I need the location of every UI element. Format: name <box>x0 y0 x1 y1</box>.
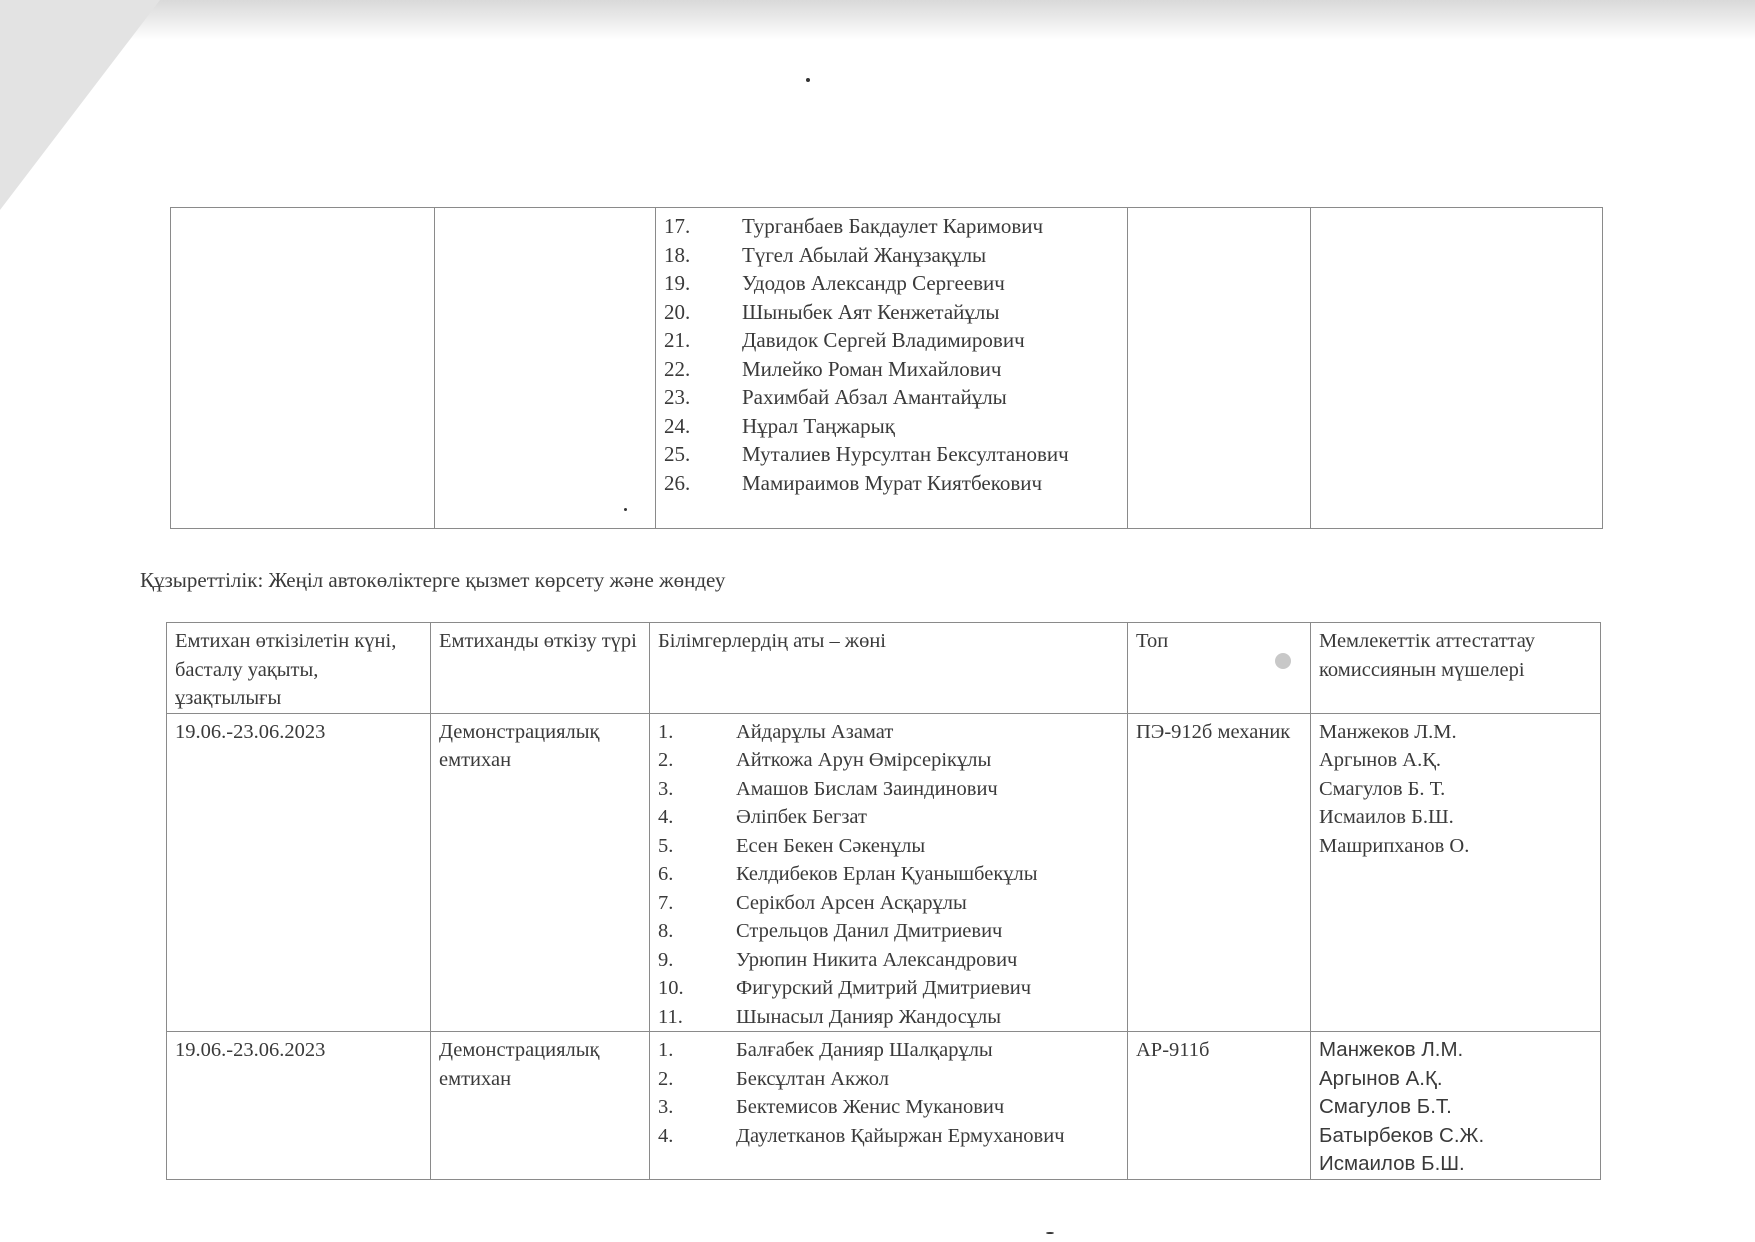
students-cell <box>650 1032 1128 1180</box>
list-number: 4. <box>658 1124 674 1147</box>
list-number: 5. <box>658 834 674 857</box>
list-number: 18. <box>664 242 691 267</box>
commission-member: Батырбеков С.Ж. <box>1319 1123 1485 1147</box>
competence-heading: Құзыреттілік: Жеңіл автокөліктерге қызмет көрсету және жөндеу <box>140 568 726 592</box>
student-name: Милейко Роман Михайлович <box>742 356 1002 381</box>
student-name: Бексұлтан Акжол <box>736 1067 889 1090</box>
student-name: Амашов Бислам Заиндинович <box>736 777 998 800</box>
commission-member: Манжеков Л.М. <box>1319 720 1457 743</box>
commission-member: Аргынов А.Қ. <box>1319 749 1441 771</box>
commission-list <box>1319 1036 1592 1179</box>
student-list <box>658 1036 1119 1150</box>
list-item <box>664 440 1119 469</box>
student-name: Фигурский Дмитрий Дмитриевич <box>736 977 1032 999</box>
table-row <box>167 713 1601 1032</box>
list-number: 4. <box>658 806 674 828</box>
list-item <box>664 212 1119 241</box>
student-name: Айткожа Арун Өмірсерікұлы <box>736 749 992 771</box>
list-item <box>658 746 1119 775</box>
list-item <box>658 1122 1119 1151</box>
student-name: Әліпбек Бегзат <box>736 806 867 828</box>
commission-list <box>1319 718 1592 861</box>
student-name: Давидок Сергей Владимирович <box>742 328 1025 352</box>
speck <box>1046 1232 1054 1234</box>
scan-shadow <box>0 0 1755 40</box>
group-cell <box>1128 208 1311 529</box>
list-item <box>658 889 1119 918</box>
list-item <box>658 1093 1119 1122</box>
group-cell: ПЭ-912б механик <box>1128 713 1311 1032</box>
list-item <box>664 383 1119 412</box>
list-item <box>658 917 1119 946</box>
list-item <box>658 974 1119 1003</box>
date-cell <box>171 208 435 529</box>
commission-member: Машрипханов О. <box>1319 834 1470 857</box>
list-number: 26. <box>664 470 691 495</box>
commission-member: Аргынов А.Қ. <box>1319 1066 1443 1090</box>
student-name: Рахимбай Абзал Амантайұлы <box>742 385 1007 409</box>
header-group <box>1128 623 1311 714</box>
list-number: 8. <box>658 920 674 942</box>
exam-table <box>166 622 1601 1180</box>
list-item <box>664 412 1119 441</box>
group-cell: АР-911б <box>1128 1032 1311 1180</box>
list-number: 20. <box>664 299 691 324</box>
list-item <box>664 269 1119 298</box>
list-item <box>664 241 1119 270</box>
header-row <box>167 623 1601 714</box>
table-row <box>167 1032 1601 1180</box>
commission-member: Манжеков Л.М. <box>1319 1038 1464 1061</box>
student-name: Балғабек Данияр Шалқарұлы <box>736 1039 993 1061</box>
student-list <box>664 212 1119 497</box>
list-number: 2. <box>658 1067 674 1090</box>
list-number: 1. <box>658 720 674 743</box>
list-number: 3. <box>658 1096 674 1118</box>
student-name: Стрельцов Данил Дмитриевич <box>736 920 1003 942</box>
student-name: Келдибеков Ерлан Қуанышбекұлы <box>736 863 1038 885</box>
header-group-label: Топ <box>1136 630 1169 652</box>
list-number: 6. <box>658 863 674 885</box>
student-name: Нұрал Таңжарық <box>742 413 895 438</box>
ink-blot <box>1275 653 1291 669</box>
commission-cell <box>1311 1032 1601 1180</box>
list-number: 21. <box>664 328 691 352</box>
commission-cell <box>1311 713 1601 1032</box>
list-number: 22. <box>664 356 691 381</box>
list-item <box>664 469 1119 498</box>
list-item <box>664 298 1119 327</box>
header-type: Емтиханды өткізу түрі <box>431 623 650 714</box>
speck <box>806 78 810 82</box>
list-item <box>658 775 1119 804</box>
list-item <box>658 860 1119 889</box>
table-continuation <box>170 207 1603 529</box>
list-number: 3. <box>658 777 674 800</box>
commission-member: Смагулов Б. Т. <box>1319 777 1446 800</box>
student-name: Урюпин Никита Александрович <box>736 948 1018 971</box>
type-cell <box>435 208 656 529</box>
header-students: Білімгерлердің аты – жөні <box>650 623 1128 714</box>
student-name: Шыныбек Аят Кенжетайұлы <box>742 299 1000 324</box>
list-item <box>658 946 1119 975</box>
list-number: 11. <box>658 1005 683 1028</box>
student-name: Шынасыл Данияр Жандосұлы <box>736 1005 1002 1028</box>
list-number: 23. <box>664 385 691 409</box>
student-name: Бектемисов Женис Муканович <box>736 1096 1005 1118</box>
list-number: 24. <box>664 413 691 438</box>
list-number: 9. <box>658 948 674 971</box>
list-number: 10. <box>658 977 684 999</box>
list-number: 2. <box>658 749 674 771</box>
list-number: 25. <box>664 442 691 466</box>
student-name: Мамираимов Мурат Киятбекович <box>742 470 1043 495</box>
list-item <box>664 326 1119 355</box>
list-item <box>658 1036 1119 1065</box>
type-cell: Демонстрациялық емтихан <box>431 713 650 1032</box>
list-item <box>658 832 1119 861</box>
list-number: 1. <box>658 1039 674 1061</box>
list-item <box>658 1065 1119 1094</box>
list-number: 17. <box>664 214 691 238</box>
student-list <box>658 718 1119 1032</box>
commission-member: Смагулов Б.Т. <box>1319 1095 1452 1118</box>
list-number: 7. <box>658 891 674 914</box>
commission-cell <box>1311 208 1603 529</box>
students-cell <box>650 713 1128 1032</box>
student-name: Даулетканов Қайыржан Ермуханович <box>736 1124 1065 1147</box>
scan-corner <box>0 0 160 210</box>
header-date: Емтихан өткізілетін күні, басталу уақыты, ұзақтылығы <box>167 623 431 714</box>
table-row <box>171 208 1603 529</box>
student-name: Турганбаев Бакдаулет Каримович <box>742 214 1044 238</box>
student-name: Есен Бекен Сәкенұлы <box>736 834 926 857</box>
student-name: Серікбол Арсен Асқарұлы <box>736 891 967 914</box>
list-number: 19. <box>664 271 691 295</box>
list-item <box>664 355 1119 384</box>
student-name: Түгел Абылай Жанұзақұлы <box>742 242 987 267</box>
list-item <box>658 803 1119 832</box>
type-cell: Демонстрациялық емтихан <box>431 1032 650 1180</box>
student-name: Муталиев Нурсултан Бексултанович <box>742 442 1069 466</box>
commission-member: Исмаилов Б.Ш. <box>1319 806 1454 828</box>
student-name: Айдарұлы Азамат <box>736 720 894 743</box>
list-item <box>658 1003 1119 1032</box>
date-cell: 19.06.-23.06.2023 <box>167 713 431 1032</box>
date-cell: 19.06.-23.06.2023 <box>167 1032 431 1180</box>
header-commission: Мемлекеттік аттестаттау комиссиянын мүшелері <box>1311 623 1601 714</box>
list-item <box>658 718 1119 747</box>
students-cell <box>656 208 1128 529</box>
student-name: Удодов Александр Сергеевич <box>742 271 1005 295</box>
commission-member: Исмаилов Б.Ш. <box>1319 1152 1465 1175</box>
